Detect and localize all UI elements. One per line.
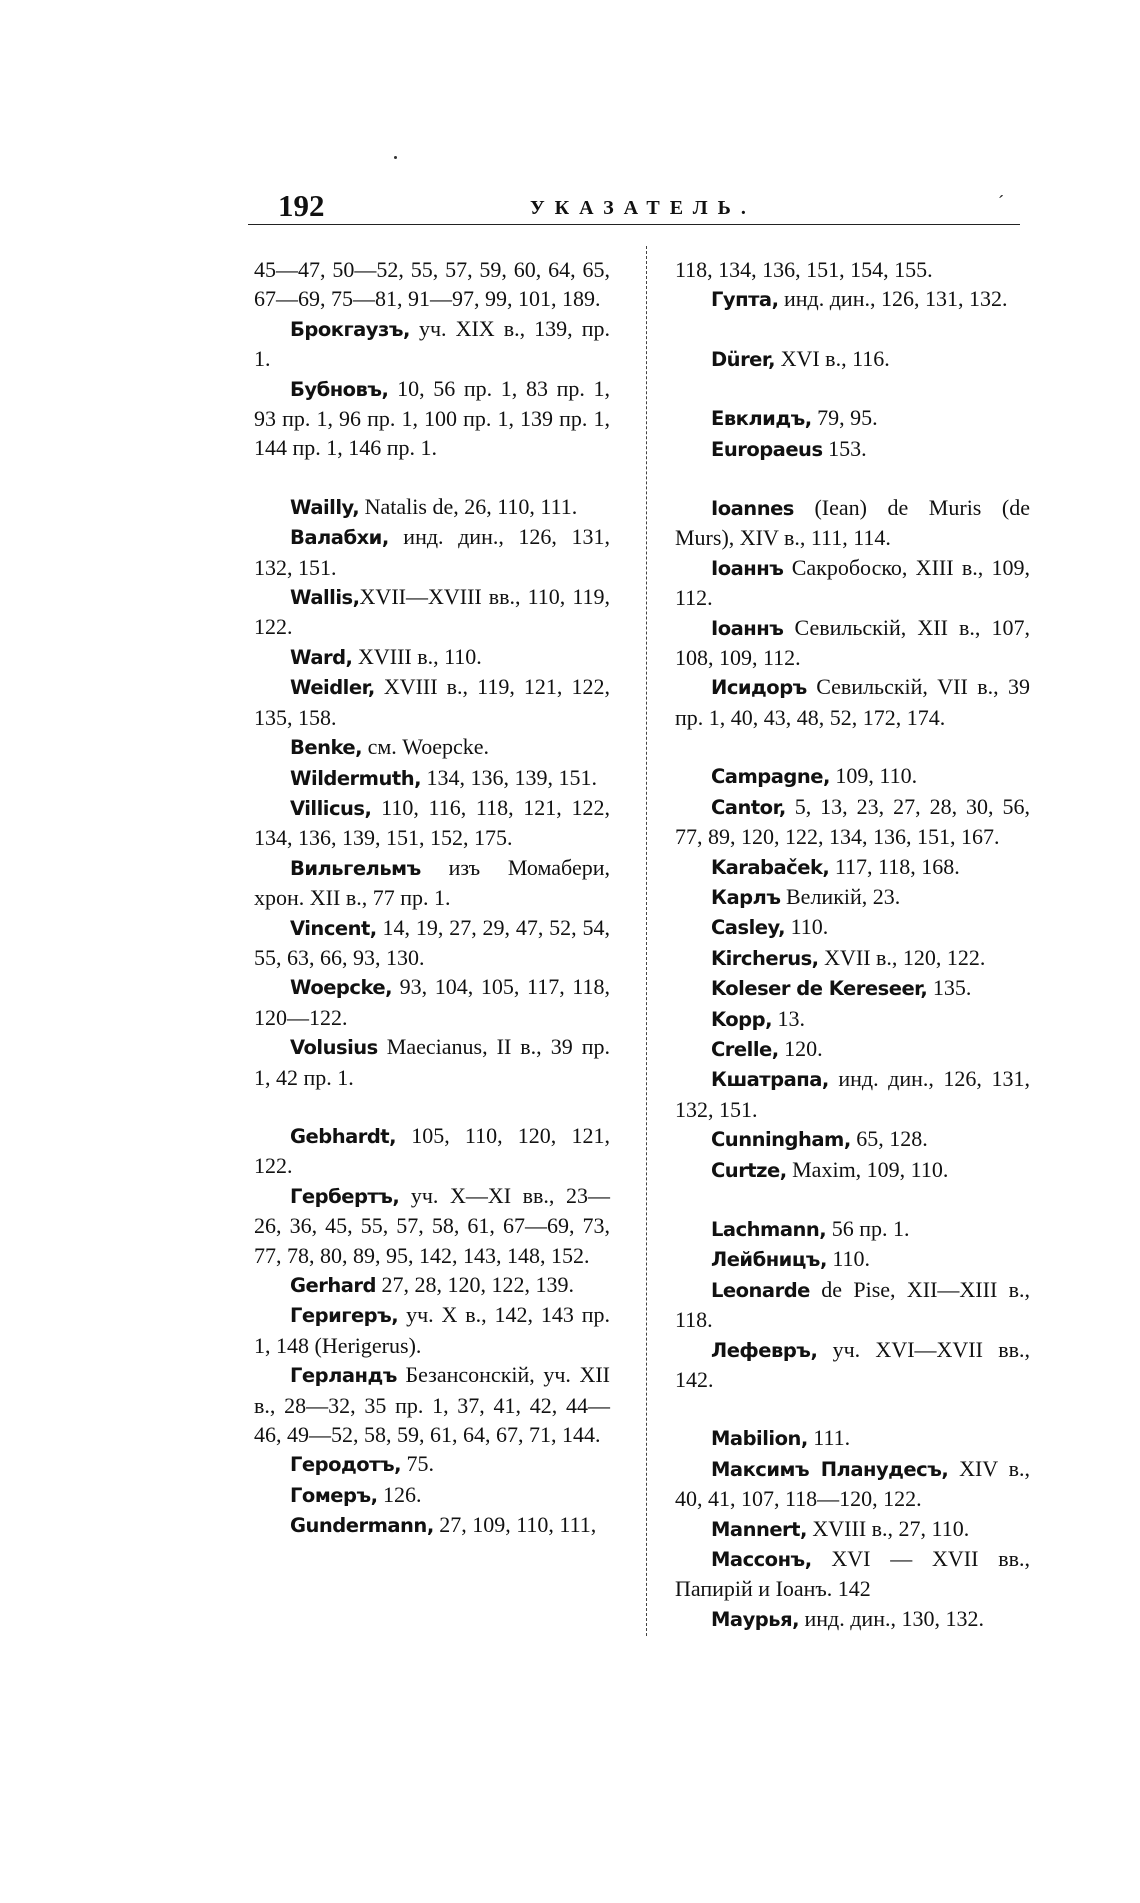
section-gap	[254, 1092, 610, 1121]
entry-headword: Геродотъ,	[290, 1453, 402, 1477]
entry-references: 14, 19, 27, 29, 47, 52, 54, 55, 63, 66, 93, 130.	[254, 914, 610, 970]
index-entry	[675, 912, 1030, 942]
entry-references: 27, 28, 120, 122, 139.	[375, 1272, 574, 1297]
entry-references: (Iean) de Muris (de Murs), XIV в., 111, 114.	[675, 495, 1030, 551]
entry-references: 110, 116, 118, 121, 122, 134, 136, 139, 151, 152, 175.	[254, 794, 610, 851]
entry-references: изъ Момабери, хрон. XII в., 77 пр. 1.	[254, 854, 610, 911]
entry-headword: Кшатрапа,	[711, 1068, 829, 1092]
entry-headword: Маурья,	[711, 1607, 799, 1631]
entry-headword: Kircherus,	[711, 946, 819, 970]
index-entry	[254, 1121, 610, 1181]
section-gap	[675, 1185, 1030, 1214]
index-entry	[254, 522, 610, 582]
column-divider	[646, 246, 647, 1636]
index-entry	[675, 1275, 1030, 1335]
entry-headword: Cunningham,	[711, 1128, 851, 1152]
entry-headword: Volusius	[290, 1036, 378, 1060]
entry-references: Севильскій, XII в., 107, 108, 109, 112.	[675, 614, 1030, 671]
index-entry	[675, 403, 1030, 433]
index-entry	[254, 853, 610, 913]
index-entry	[254, 1449, 610, 1479]
entry-headword: Брокгаузъ,	[290, 317, 410, 341]
index-entry	[254, 642, 610, 672]
header-rule	[248, 224, 1020, 225]
entry-references: Natalis de, 26, 110, 111.	[359, 493, 578, 519]
index-entry	[675, 761, 1030, 791]
entry-references: 110.	[826, 1246, 871, 1272]
corner-mark: ˊ	[998, 192, 1004, 212]
entry-references: 65, 128.	[850, 1126, 928, 1152]
index-entry	[254, 1300, 610, 1360]
entry-references: инд. дин., 126, 131, 132, 151.	[254, 524, 610, 580]
index-entry	[675, 882, 1030, 912]
index-entry	[254, 1360, 610, 1449]
entry-references: Великій, 23.	[780, 883, 901, 909]
index-entry	[254, 672, 610, 732]
entry-references: Maxim, 109, 110.	[786, 1156, 949, 1182]
entry-headword: Ward,	[290, 645, 353, 669]
entry-references: Maecianus, II в., 39 пр. 1, 42 пр. 1.	[254, 1034, 610, 1090]
entry-headword: Іоаннъ	[711, 556, 784, 580]
section-gap	[675, 464, 1030, 493]
entry-headword: Гербертъ,	[290, 1184, 400, 1208]
index-entry	[254, 793, 610, 853]
entry-references: XVI в., 116.	[775, 345, 890, 371]
entry-headword: Бубновъ,	[290, 377, 389, 401]
entry-references: 109, 110.	[829, 763, 918, 789]
entry-references: 118, 134, 136, 151, 154, 155.	[675, 257, 933, 282]
entry-references: Севильскій, VII в., 39 пр. 1, 40, 43, 48, 52, 172, 174.	[675, 674, 1030, 730]
entry-references: 10, 56 пр. 1, 83 пр. 1, 93 пр. 1, 96 пр. 1, 100 пр. 1, 139 пр. 1, 144 пр. 1, 146 пр. 1.	[254, 375, 610, 461]
index-entry	[675, 1604, 1030, 1634]
section-gap	[254, 463, 610, 492]
entry-headword: Dürer,	[711, 347, 776, 371]
index-entry	[254, 1510, 610, 1540]
entry-references: XVIII в., 119, 121, 122, 135, 158.	[254, 674, 610, 730]
entry-references: Сакробоско, XIII в., 109, 112.	[675, 554, 1030, 611]
entry-headword: Массонъ,	[711, 1548, 812, 1572]
entry-references: уч. X в., 142, 143 пр. 1, 148 (Herigerus).	[254, 1302, 610, 1358]
entry-headword: Cantor,	[711, 795, 786, 819]
entry-headword: Іоаннъ	[711, 616, 784, 640]
page-header	[248, 184, 1020, 223]
index-entry	[254, 314, 610, 374]
index-entry	[675, 1544, 1030, 1604]
index-entry	[675, 1004, 1030, 1034]
entry-references: 134, 136, 139, 151.	[421, 764, 597, 790]
entry-headword: Karabaček,	[711, 855, 830, 879]
entry-headword: Ioannes	[711, 497, 794, 521]
entry-headword: Villicus,	[290, 796, 372, 820]
entry-headword: Europaeus	[711, 437, 823, 461]
entry-headword: Валабхи,	[290, 526, 389, 550]
entry-references: уч. XIX в., 139, пр. 1.	[254, 315, 610, 372]
entry-references: 79, 95.	[811, 405, 878, 431]
entry-references: XVIII в., 27, 110.	[806, 1515, 970, 1541]
index-entry	[675, 493, 1030, 553]
entry-headword: Евклидъ,	[711, 407, 812, 431]
right-column	[675, 255, 1030, 1634]
entry-references: 13.	[772, 1005, 805, 1031]
entry-headword: Benke,	[290, 736, 363, 760]
index-entry	[675, 1155, 1030, 1185]
entry-headword: Вильгельмъ	[290, 856, 421, 880]
index-entry	[675, 344, 1030, 374]
entry-headword: Лефевръ,	[711, 1338, 818, 1362]
entry-references: инд. дин., 126, 131, 132.	[778, 286, 1008, 312]
left-column	[254, 255, 610, 1541]
index-entry	[675, 852, 1030, 882]
entry-headword: Woepcke,	[290, 976, 393, 1000]
entry-headword: Weidler,	[290, 676, 375, 700]
index-entry	[675, 792, 1030, 852]
index-entry	[675, 284, 1030, 314]
entry-headword: Герландъ	[290, 1364, 397, 1388]
entry-headword: Геригеръ,	[290, 1304, 399, 1328]
entry-headword: Crelle,	[711, 1037, 779, 1061]
entry-references: 126.	[377, 1481, 422, 1507]
entry-headword: Лейбницъ,	[711, 1248, 827, 1272]
index-entry	[254, 1480, 610, 1510]
entry-references: 110.	[785, 914, 829, 940]
entry-headword: Гомеръ,	[290, 1483, 378, 1507]
entry-headword: Curtze,	[711, 1158, 787, 1182]
entry-headword: Wailly,	[290, 495, 360, 519]
index-entry	[675, 1454, 1030, 1514]
entry-references: XVI — XVII вв., Папирій и Іоанъ. 142	[675, 1546, 1030, 1602]
index-entry	[675, 255, 1030, 284]
entry-headword: Kopp,	[711, 1007, 772, 1031]
entry-references: уч. X—XI вв., 23—26, 36, 45, 55, 57, 58, 61, 67—69, 73, 77, 78, 80, 89, 95, 142, 143, 148, 152.	[254, 1182, 610, 1268]
index-entry	[675, 434, 1030, 464]
entry-headword: Wallis,	[290, 586, 360, 610]
running-title: УКАЗАТЕЛЬ.	[530, 197, 756, 219]
index-entry	[675, 1423, 1030, 1453]
index-entry	[675, 1034, 1030, 1064]
index-entry	[675, 553, 1030, 613]
index-entry	[254, 582, 610, 642]
index-entry	[254, 913, 610, 973]
entry-references: 75.	[401, 1451, 435, 1477]
entry-references: XVIII в., 110.	[352, 643, 482, 669]
index-entry	[675, 1124, 1030, 1154]
entry-references: XIV в., 40, 41, 107, 118—120, 122.	[675, 1455, 1030, 1512]
entry-headword: Campagne,	[711, 765, 830, 789]
entry-headword: Gebhardt,	[290, 1124, 397, 1148]
entry-references: XVII в., 120, 122.	[818, 944, 986, 970]
entry-references: см. Woepcke.	[362, 734, 490, 760]
entry-references: Безансонскій, уч. XII в., 28—32, 35 пр. 1, 37, 41, 42, 44—46, 49—52, 58, 59, 61, 64, 67, 71, 144.	[254, 1362, 610, 1448]
entry-headword: Mannert,	[711, 1517, 807, 1541]
index-entry	[675, 943, 1030, 973]
entry-headword: Wildermuth,	[290, 766, 421, 790]
index-entry	[675, 1514, 1030, 1544]
entry-headword: Гупта,	[711, 288, 779, 312]
entry-headword: Максимъ Планудесъ,	[711, 1457, 949, 1481]
entry-headword: Gerhard	[290, 1274, 376, 1297]
entry-headword: Исидоръ	[711, 676, 807, 700]
entry-references: уч. XVI—XVII вв., 142.	[675, 1336, 1030, 1392]
entry-references: 45—47, 50—52, 55, 57, 59, 60, 64, 65, 67—69, 75—81, 91—97, 99, 101, 189.	[254, 257, 610, 312]
index-entry	[675, 1244, 1030, 1274]
index-entry	[675, 672, 1030, 732]
index-entry	[254, 763, 610, 793]
entry-headword: Leonarde	[711, 1278, 810, 1302]
index-entry	[675, 973, 1030, 1003]
entry-references: инд. дин., 126, 131, 132, 151.	[675, 1066, 1030, 1122]
entry-headword: Lachmann,	[711, 1217, 827, 1241]
entry-references: 105, 110, 120, 121, 122.	[254, 1122, 610, 1179]
entry-headword: Gundermann,	[290, 1514, 434, 1538]
index-entry	[254, 374, 610, 463]
entry-references: 111.	[807, 1425, 851, 1451]
entry-headword: Casley,	[711, 916, 786, 940]
entry-references: 27, 109, 110, 111,	[433, 1512, 597, 1538]
index-entry	[254, 972, 610, 1032]
section-gap	[675, 1394, 1030, 1423]
index-entry	[675, 1214, 1030, 1244]
entry-references: 117, 118, 168.	[829, 853, 960, 879]
entry-references: 56 пр. 1.	[826, 1215, 910, 1241]
entry-references: de Pise, XII—XIII в., 118.	[675, 1276, 1030, 1333]
index-entry	[254, 1032, 610, 1092]
entry-references: 135.	[927, 975, 972, 1001]
section-gap	[675, 315, 1030, 344]
index-entry	[254, 732, 610, 762]
index-entry	[675, 1335, 1030, 1395]
index-entry	[254, 1181, 610, 1270]
entry-references: 120.	[778, 1035, 823, 1061]
entry-references: инд. дин., 130, 132.	[799, 1605, 984, 1631]
page-number: 192	[278, 188, 325, 223]
entry-references: XVII—XVIII вв., 110, 119, 122.	[254, 584, 610, 640]
index-entry	[675, 1064, 1030, 1124]
index-entry	[254, 1270, 610, 1300]
stray-dot	[394, 156, 397, 159]
entry-references: 5, 13, 23, 27, 28, 30, 56, 77, 89, 120, 122, 134, 136, 151, 167.	[675, 793, 1030, 850]
entry-references: 153.	[822, 435, 867, 461]
entry-headword: Карлъ	[711, 885, 781, 909]
entry-references: 93, 104, 105, 117, 118, 120—122.	[254, 974, 610, 1030]
section-gap	[675, 732, 1030, 761]
section-gap	[675, 374, 1030, 403]
index-entry	[254, 255, 610, 314]
entry-headword: Vincent,	[290, 916, 377, 940]
index-entry	[254, 492, 610, 522]
entry-headword: Mabilion,	[711, 1427, 808, 1451]
entry-headword: Koleser de Kereseer,	[711, 977, 928, 1001]
index-entry	[675, 613, 1030, 673]
